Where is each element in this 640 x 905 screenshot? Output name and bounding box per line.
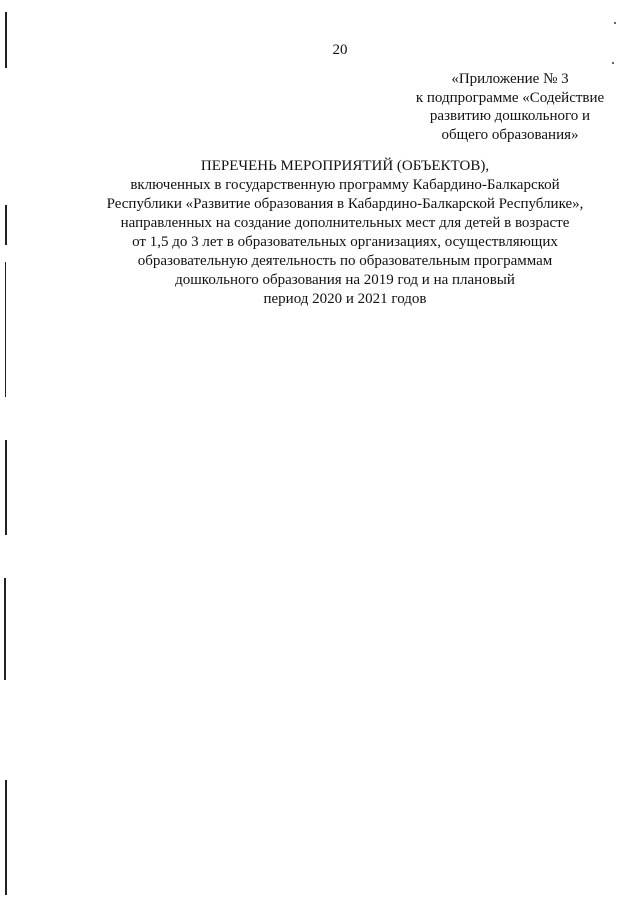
scan-edge-mark <box>5 440 7 535</box>
title-line: Республики «Развитие образования в Кабардино-Балкарской Республике», <box>106 196 584 212</box>
document-title <box>95 157 595 309</box>
title-heading: ПЕРЕЧЕНЬ МЕРОПРИЯТИЙ (ОБЪЕКТОВ), <box>200 158 490 174</box>
scan-edge-mark <box>5 12 7 68</box>
title-line: от 1,5 до 3 лет в образовательных организациях, осуществляющих <box>132 234 558 250</box>
title-line: образовательную деятельность по образовательным программам <box>137 253 553 269</box>
page-number: 20 <box>332 42 348 58</box>
scan-speck <box>614 22 616 24</box>
appendix-line: «Приложение № 3 <box>451 71 569 87</box>
appendix-line: развитию дошкольного и <box>429 108 591 124</box>
scan-speck <box>612 62 614 64</box>
title-line: дошкольного образования на 2019 год и на плановый <box>175 272 515 288</box>
scan-edge-mark <box>4 578 6 680</box>
appendix-line: общего образования» <box>441 126 579 143</box>
title-line: период 2020 и 2021 годов <box>263 291 427 307</box>
title-line: направленных на создание дополнительных мест для детей в возрасте <box>120 215 570 231</box>
appendix-reference <box>390 70 630 144</box>
appendix-line: к подпрограмме «Содействие <box>415 89 605 106</box>
title-line: включенных в государственную программу Кабардино-Балкарской <box>130 177 560 193</box>
scan-edge-mark <box>5 262 6 397</box>
scan-edge-mark <box>5 780 7 895</box>
scan-edge-mark <box>5 205 7 245</box>
